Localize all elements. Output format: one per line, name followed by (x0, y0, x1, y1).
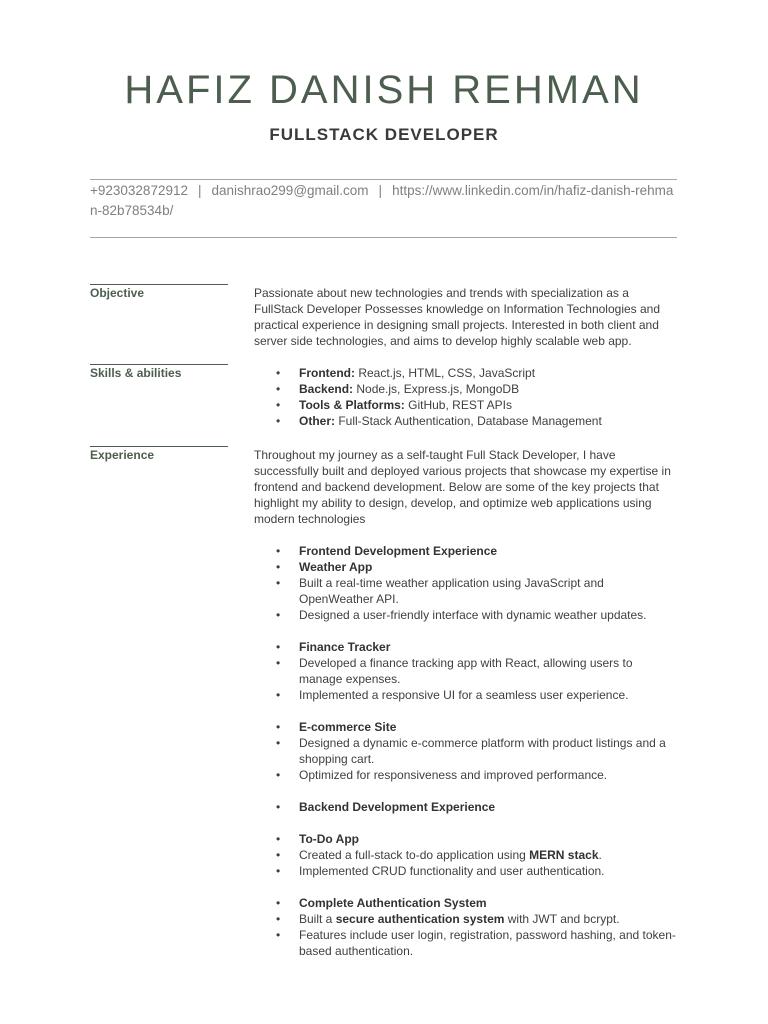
project-bullet: • Developed a finance tracking app with React, allowing users to manage expenses. (254, 655, 679, 687)
skill-item: • Backend: Node.js, Express.js, MongoDB (254, 381, 679, 397)
subsection-heading: • Frontend Development Experience (254, 543, 679, 559)
project-bullet: • Built a real-time weather application using JavaScript and OpenWeather API. (254, 575, 679, 607)
subsection-heading: • Backend Development Experience (254, 799, 679, 815)
phone-number: +923032872912 (90, 183, 188, 198)
project-bullet: • Features include user login, registration, password hashing, and token-based authentication. (254, 927, 679, 959)
bottom-divider (90, 237, 677, 238)
resume-title: FULLSTACK DEVELOPER (269, 125, 499, 144)
project-bullet: • Built a secure authentication system with JWT and bcrypt. (254, 911, 679, 927)
project-title: • Finance Tracker (254, 639, 679, 655)
experience-section (254, 447, 679, 959)
contact-separator: | (197, 183, 202, 198)
skill-item: • Tools & Platforms: GitHub, REST APIs (254, 397, 679, 413)
section-heading-objective: Objective (90, 284, 228, 300)
project-bullet: • Implemented a responsive UI for a seamless user experience. (254, 687, 679, 703)
project-bullet: • Designed a dynamic e-commerce platform with product listings and a shopping cart. (254, 735, 679, 767)
linkedin-link[interactable]: https://www.linkedin.com/in/hafiz-danish-rehman-82b78534b/ (90, 183, 674, 218)
section-heading-skills: Skills & abilities (90, 364, 228, 380)
project-title: • E-commerce Site (254, 719, 679, 735)
project-bullet: • Optimized for responsiveness and improved performance. (254, 767, 679, 783)
email-address[interactable]: danishrao299@gmail.com (211, 183, 369, 198)
section-heading-experience: Experience (90, 446, 228, 462)
objective-text: Passionate about new technologies and trends with specialization as a FullStack Developer Possesses knowledge on Information Technologies and practical experience in designing small projects. Interested in both client and server side technologies, and aims to develop highly scalable web app. (254, 286, 661, 348)
experience-intro: Throughout my journey as a self-taught Full Stack Developer, I have successfully built and deployed various projects that showcase my expertise in frontend and backend development. Below are some of the key projects that highlight my ability to design, develop, and optimize web applications using modern technologies (254, 448, 671, 526)
project-bullet: • Designed a user-friendly interface with dynamic weather updates. (254, 607, 679, 623)
skills-section (254, 365, 679, 429)
contact-separator: | (378, 183, 383, 198)
skill-item: • Frontend: React.js, HTML, CSS, JavaScript (254, 365, 679, 381)
skill-item: • Other: Full-Stack Authentication, Database Management (254, 413, 679, 429)
project-title: • Weather App (254, 559, 679, 575)
project-title: • Complete Authentication System (254, 895, 679, 911)
contact-line (90, 181, 680, 221)
top-divider (90, 179, 677, 180)
project-title: • To-Do App (254, 831, 679, 847)
project-bullet: • Created a full-stack to-do application using MERN stack. (254, 847, 679, 863)
project-bullet: • Implemented CRUD functionality and user authentication. (254, 863, 679, 879)
objective-section (254, 285, 679, 349)
resume-name: HAFIZ DANISH REHMAN (124, 68, 644, 112)
